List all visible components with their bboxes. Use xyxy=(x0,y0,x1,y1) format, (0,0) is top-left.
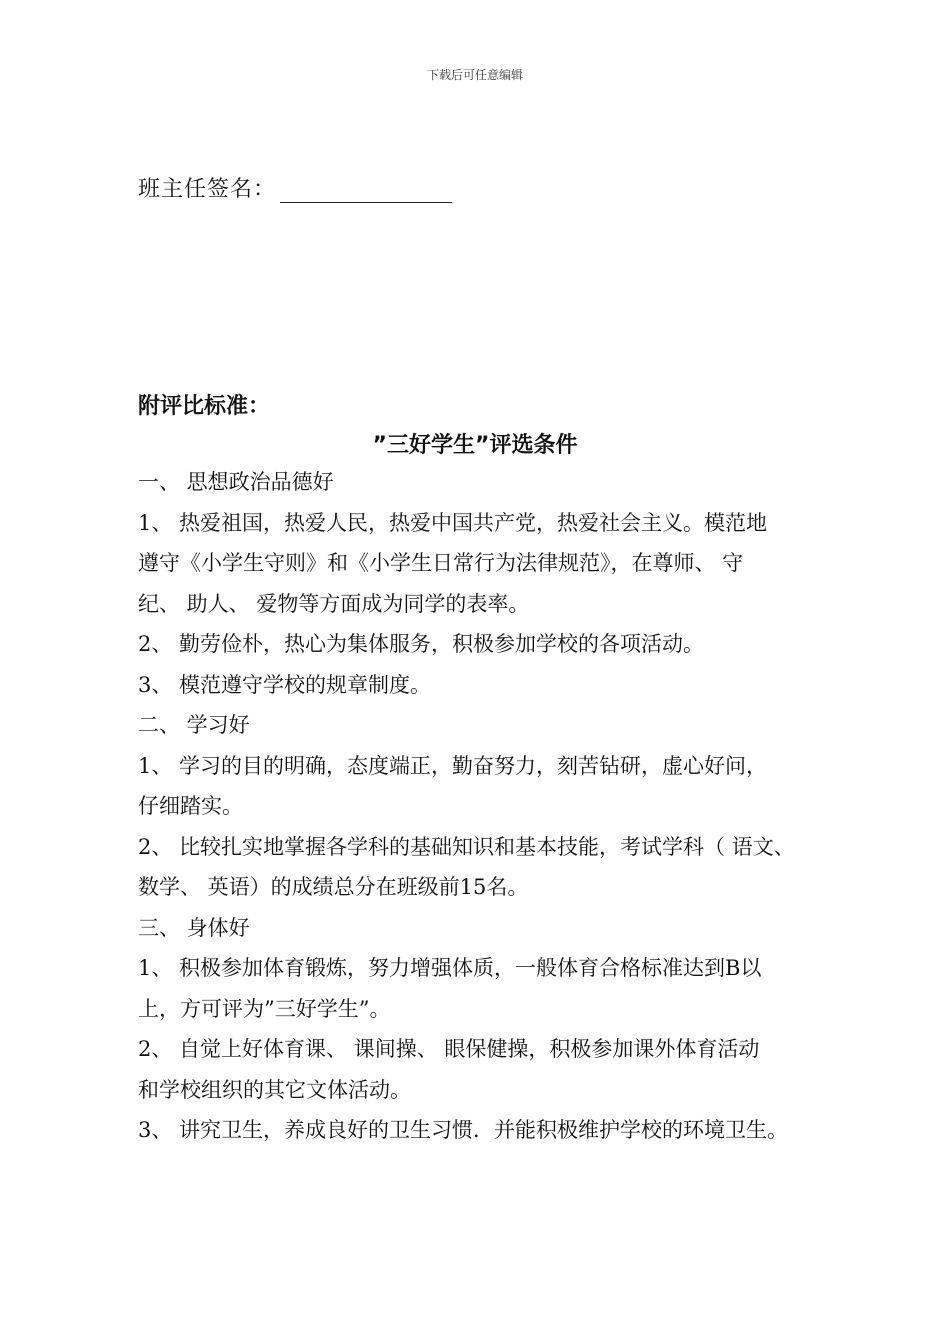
section-heading-health: 三、 身体好 xyxy=(138,915,250,940)
header-note: 下载后可任意编辑 xyxy=(426,68,523,82)
text-line: 3、 模范遵守学校的规章制度。 xyxy=(138,672,432,697)
signature-blank-line xyxy=(280,180,452,203)
text-line: 1、 学习的目的明确，态度端正，勤奋努力，刻苦钻研，虚心好问， xyxy=(138,753,768,778)
criteria-body xyxy=(138,462,850,1151)
text-line: 数学、 英语）的成绩总分在班级前15名。 xyxy=(138,875,529,899)
document-title: ”三好学生”评选条件 xyxy=(372,433,578,458)
text-line: 2、 自觉上好体育课、 课间操、 眼保健操，积极参加课外体育活动 xyxy=(138,1037,760,1061)
text-line: 2、 比较扎实地掌握各学科的基础知识和基本技能，考试学科（ 语文、 xyxy=(138,834,795,859)
section-heading-moral: 一、 思想政治品德好 xyxy=(138,470,334,494)
appendix-heading: 附评比标准： xyxy=(138,394,271,419)
text-line: 3、 讲究卫生，养成良好的卫生习惯．并能积极维护学校的环境卫生。 xyxy=(138,1118,789,1142)
text-line: 1、 热爱祖国，热爱人民，热爱中国共产党，热爱社会主义。模范地 xyxy=(138,510,768,535)
signature-row xyxy=(138,172,452,203)
text-line: 上，方可评为”三好学生”。 xyxy=(138,996,391,1021)
text-line: 和学校组织的其它文体活动。 xyxy=(138,1077,411,1102)
signature-label: 班主任签名： xyxy=(138,177,277,202)
text-line: 纪、 助人、 爱物等方面成为同学的表率。 xyxy=(138,591,530,616)
text-line: 2、 勤劳俭朴，热心为集体服务，积极参加学校的各项活动。 xyxy=(138,632,705,656)
text-line: 1、 积极参加体育锻炼，努力增强体质，一般体育合格标准达到B以 xyxy=(138,956,762,980)
section-heading-study: 二、 学习好 xyxy=(138,713,250,737)
text-line: 仔细踏实。 xyxy=(138,794,243,818)
text-line: 遵守《小学生守则》和《小学生日常行为法律规范》，在尊师、 守 xyxy=(138,551,744,575)
